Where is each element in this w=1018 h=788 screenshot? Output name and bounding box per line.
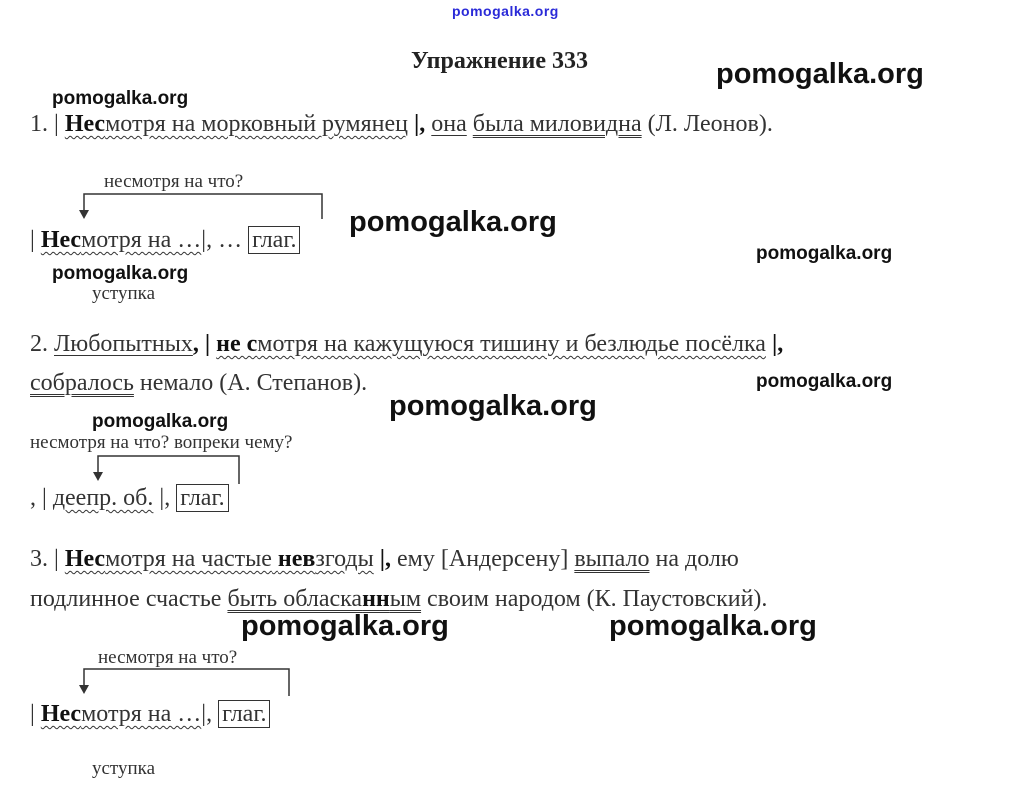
watermark: pomogalka.org bbox=[92, 411, 229, 432]
word: Любопытных bbox=[54, 331, 193, 357]
participle-phrase-placeholder: деепр. об. bbox=[52, 485, 154, 511]
predicate: собралось bbox=[30, 370, 134, 396]
diagram-question: несмотря на что? bbox=[104, 171, 244, 192]
watermark: pomogalka.org bbox=[52, 88, 189, 109]
verb-box: глаг. bbox=[176, 484, 228, 512]
watermark: pomogalka.org bbox=[716, 58, 924, 90]
sentence-2: 2. Любопытных, | не смотря на кажущуюся тишину и безлюдье посёлка |, bbox=[30, 331, 784, 357]
diagram-scheme: , | деепр. об. |, глаг. bbox=[30, 485, 229, 512]
diagram-scheme: | Несмотря на …|, глаг. bbox=[30, 701, 270, 728]
watermark: pomogalka.org bbox=[241, 610, 449, 642]
watermark: pomogalka.org bbox=[756, 243, 893, 264]
verb-box: глаг. bbox=[248, 226, 300, 254]
watermark-top: pomogalka.org bbox=[452, 3, 559, 19]
predicate: выпало bbox=[574, 546, 650, 572]
diagram-question: несмотря на что? вопреки чему? bbox=[30, 432, 293, 453]
subject: она bbox=[431, 111, 467, 137]
sentence-3: 3. | Несмотря на частые невзгоды |, ему [Андерсену] выпало на долю bbox=[30, 546, 739, 572]
adverbial-placeholder: Несмотря на … bbox=[40, 227, 202, 253]
predicate: была миловидна bbox=[472, 111, 642, 137]
sentence-3-line-2: подлинное счастье быть обласканным своим народом (К. Паустовский). bbox=[30, 586, 768, 612]
watermark: pomogalka.org bbox=[389, 390, 597, 422]
watermark: pomogalka.org bbox=[349, 206, 557, 238]
watermark: pomogalka.org bbox=[52, 263, 189, 284]
watermark: pomogalka.org bbox=[756, 371, 893, 392]
diagram-label: уступка bbox=[92, 283, 156, 304]
predicate: быть обласканным bbox=[227, 586, 422, 612]
adverbial-placeholder: Несмотря на … bbox=[40, 701, 202, 727]
diagram-scheme: | Несмотря на …|, … глаг. bbox=[30, 227, 300, 254]
verb-box: глаг. bbox=[218, 700, 270, 728]
exercise-title: Упражнение 333 bbox=[411, 48, 589, 74]
source: (Л. Леонов). bbox=[647, 111, 773, 137]
adverbial-phrase: Несмотря на частые невзгоды bbox=[64, 546, 374, 572]
diagram-label: уступка bbox=[92, 758, 156, 779]
adverbial-phrase: не смотря на кажущуюся тишину и безлюдье посёлка bbox=[216, 331, 766, 357]
diagram-question: несмотря на что? bbox=[98, 647, 238, 668]
source: немало (А. Степанов). bbox=[139, 370, 368, 396]
phrase-boundary: |, bbox=[413, 111, 426, 137]
sentence-number: 1. | bbox=[30, 111, 59, 137]
watermark: pomogalka.org bbox=[609, 610, 817, 642]
adverbial-phrase: Несмотря на морковный румянец bbox=[64, 111, 408, 137]
